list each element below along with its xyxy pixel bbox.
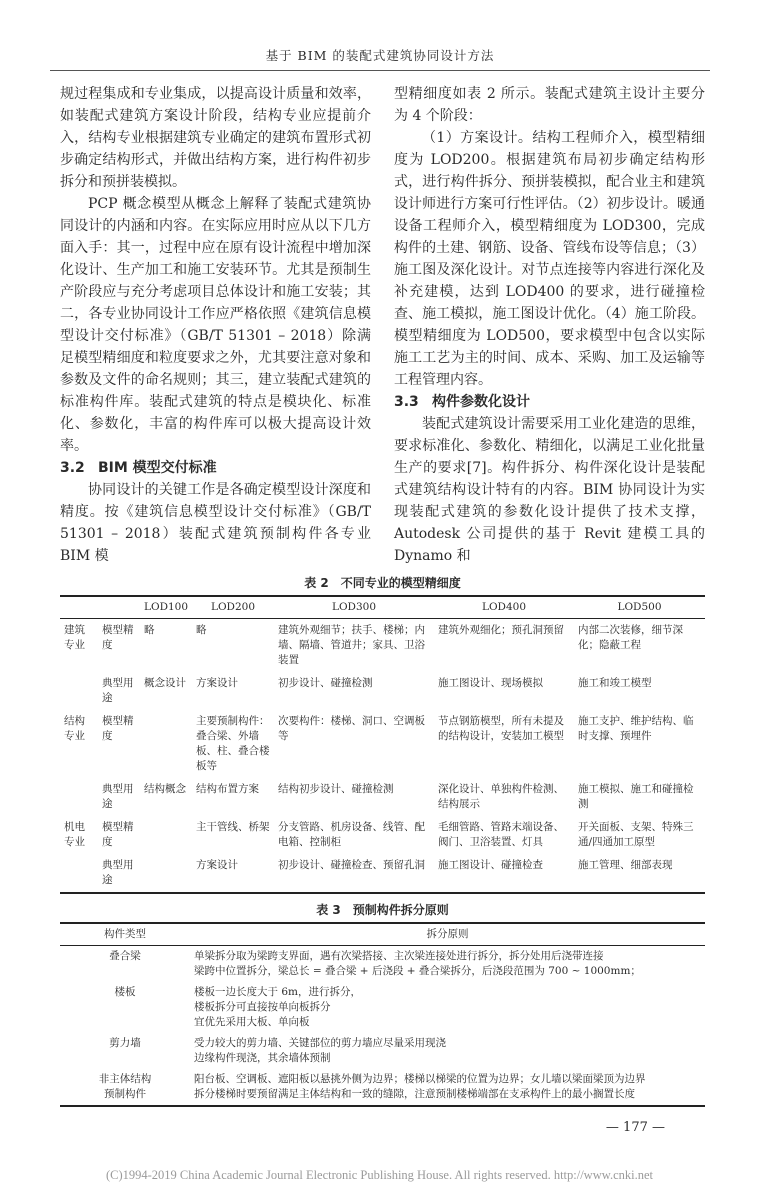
table3-caption: 表 3 预制构件拆分原则	[316, 903, 449, 917]
table-row	[60, 982, 705, 1033]
table-cell: 毛细管路、管路末端设备、阀门、卫浴装置、灯具	[438, 821, 564, 848]
body-columns	[60, 83, 705, 567]
table-cell: 开关面板、支架、特殊三通/四通加工原型	[578, 821, 694, 848]
column-header: LOD400	[434, 596, 574, 619]
table-cell: 主干管线、桥架	[196, 821, 270, 833]
table-cell	[60, 778, 98, 816]
section-title: 构件参数化设计	[432, 394, 530, 410]
paragraph: （1）方案设计。结构工程师介入，模型精细度为 LOD200。根据建筑布局初步确定结构形式，进行构件拆分、预拼装模拟，配合业主和建筑设计师进行方案可行性评估。（2）初步设计。暖通设备工程师介入，模型精细度为 LOD300，完成构件的土建、钢筋、设备、管线布设等信息；（3）施工图及深化设计。对节点连接等内容进行深化及补充建模，达到 LOD400 的要求，进行碰撞检查、施工模拟，施工图设计优化。（4）施工阶段。模型精细度为 LOD500，要求模型中包含以实际施工工艺为主的时间、成本、采购、加工及运输等工程管理内容。	[394, 130, 705, 388]
table-cell: 结构概念	[144, 783, 186, 795]
table-cell: 初步设计、碰撞检测	[278, 677, 373, 689]
table-cell: 次要构件：楼梯、洞口、空调板等	[278, 715, 425, 742]
table-cell: 叠合梁	[109, 950, 141, 962]
table-row	[60, 1069, 705, 1106]
section-heading-3-3	[394, 391, 705, 413]
table-cell	[140, 854, 192, 893]
table3-split-principles	[60, 922, 705, 1107]
copyright-notice: (C)1994-2019 China Academic Journal Electronic Publishing House. All rights reserved. http://www.cnki.net	[105, 1168, 653, 1182]
section-number: 3.2	[60, 460, 85, 476]
column-header	[60, 596, 98, 619]
table-cell: 结构布置方案	[196, 783, 259, 795]
column-header: 构件类型	[60, 923, 190, 946]
table-cell: 施工图设计、现场模拟	[438, 677, 543, 689]
table-cell: 单梁拆分取为梁跨支界面，遇有次梁搭接、主次梁连接处进行拆分，拆分处用后浇带连接 梁跨中位置拆分，梁总长 = 叠合梁 + 后浇段 + 叠合梁拆分，后浇段范围为 700 ~ 1000mm；	[194, 950, 641, 977]
column-header: LOD500	[574, 596, 705, 619]
table-row	[60, 816, 705, 854]
table-cell: 建筑专业	[64, 624, 85, 651]
left-column	[60, 83, 371, 567]
right-column	[394, 83, 705, 567]
table-cell: 略	[196, 624, 207, 636]
table-cell: 略	[144, 624, 155, 636]
table-row	[60, 778, 705, 816]
table-cell: 深化设计、单独构件检测、结构展示	[438, 783, 564, 810]
table2-lod	[60, 595, 705, 894]
paragraph: 型精细度如表 2 所示。装配式建筑主设计主要分为 4 个阶段：	[394, 86, 705, 124]
table-cell: 结构初步设计、碰撞检测	[278, 783, 394, 795]
table-cell: 阳台板、空调板、遮阳板以悬挑外侧为边界；楼梯以梯梁的位置为边界；女儿墙以梁面梁顶为边界 拆分楼梯时要预留满足主体结构和一致的缝隙，注意预制楼梯端部在支承构件上的最小搁置长度	[194, 1073, 646, 1100]
table-cell: 主要预制构件：叠合梁、外墙板、柱、叠合楼板等	[196, 715, 270, 772]
paragraph: 协同设计的关键工作是各确定模型设计深度和精度。按《建筑信息模型设计交付标准》（GB/T 51301 – 2018）装配式建筑预制构件各专业 BIM 模	[60, 482, 371, 564]
table-cell	[60, 672, 98, 710]
table-cell: 施工和竣工模型	[578, 677, 652, 689]
table-cell: 初步设计、碰撞检查、预留孔洞	[278, 859, 425, 871]
column-header: LOD100	[140, 596, 192, 619]
section-number: 3.3	[394, 394, 419, 410]
column-header: 拆分原则	[190, 923, 705, 946]
table-row	[60, 854, 705, 893]
table-cell: 方案设计	[196, 859, 238, 871]
running-head: 基于 BIM 的装配式建筑协同设计方法	[265, 48, 495, 63]
table-cell: 模型精度	[102, 715, 134, 742]
table-cell: 典型用途	[102, 783, 134, 810]
table-cell: 典型用途	[102, 677, 134, 704]
table-cell: 结构专业	[64, 715, 85, 742]
table-cell: 非主体结构 预制构件	[98, 1073, 152, 1100]
table-cell: 受力较大的剪力墙、关键部位的剪力墙应尽量采用现浇 边缘构件现浇，其余墙体预制	[194, 1037, 446, 1064]
table-row	[60, 710, 705, 778]
table-cell: 楼板	[114, 986, 136, 998]
table-cell: 内部二次装修，细节深化；隐蔽工程	[578, 624, 683, 651]
table-cell	[60, 854, 98, 893]
paragraph: PCP 概念模型从概念上解释了装配式建筑协同设计的内涵和内容。在实际应用时应从以下几方面入手：其一，过程中应在原有设计流程中增加深化设计、生产加工和施工安装环节。尤其是预制生产阶段应与充分考虑项目总体设计和施工安装；其二，各专业协同设计工作应严格依照《建筑信息模型设计交付标准》（GB/T 51301 – 2018）除满足模型精细度和粒度要求之外，尤其要注意对象和参数及文件的命名规则；其三，建立装配式建筑的标准构件库。装配式建筑的特点是模块化、标准化、参数化，丰富的构件库可以极大提高设计效率。	[60, 196, 371, 454]
table-cell: 典型用途	[102, 859, 134, 886]
table-cell: 建筑外观细节；扶手、楼梯；内墙、隔墙、管道井；家具、卫浴装置	[278, 624, 425, 666]
table-row	[60, 946, 705, 983]
table-row	[60, 672, 705, 710]
header-rule	[50, 70, 710, 71]
table-cell: 楼板一边长度大于 6m，进行拆分， 楼板拆分可直接按单向板拆分 宜优先采用大板、单向板	[194, 986, 361, 1028]
table-row	[60, 619, 705, 673]
table-cell: 节点钢筋模型，所有未提及的结构设计，安装加工模型	[438, 715, 564, 742]
table-cell: 剪力墙	[109, 1037, 141, 1049]
table-cell: 施工支护、维护结构、临时支撑、预埋件	[578, 715, 694, 742]
table-cell	[140, 816, 192, 854]
table-cell	[140, 710, 192, 778]
section-title: BIM 模型交付标准	[98, 460, 217, 476]
table-cell: 模型精度	[102, 624, 134, 651]
page-number: — 177 —	[605, 1120, 665, 1135]
table-row	[60, 1033, 705, 1069]
table-cell: 机电专业	[64, 821, 85, 848]
table-cell: 分支管路、机房设备、线管、配电箱、控制柜	[278, 821, 425, 848]
column-header: LOD300	[274, 596, 434, 619]
column-header	[98, 596, 140, 619]
column-header: LOD200	[192, 596, 274, 619]
paragraph: 装配式建筑设计需要采用工业化建造的思维，要求标准化、参数化、精细化，以满足工业化批量生产的要求[7]。构件拆分、构件深化设计是装配式建筑结构设计特有的内容。BIM 协同设计为实现装配式建筑的参数化设计提供了技术支撑，Autodesk 公司提供的基于 Revit 建模工具的 Dynamo 和	[394, 416, 705, 564]
table-cell: 施工图设计、碰撞检查	[438, 859, 543, 871]
table-cell: 施工管理、细部表现	[578, 859, 673, 871]
table-cell: 方案设计	[196, 677, 238, 689]
paragraph: 规过程集成和专业集成，以提高设计质量和效率，如装配式建筑方案设计阶段，结构专业应提前介入，结构专业根据建筑专业确定的建筑布置形式初步确定结构形式，并做出结构方案，进行构件初步拆分和预拼装模拟。	[60, 86, 371, 190]
table-cell: 施工模拟、施工和碰撞检测	[578, 783, 694, 810]
table-cell: 概念设计	[144, 677, 186, 689]
table-cell: 建筑外观细化；预孔洞预留	[438, 624, 564, 636]
section-heading-3-2	[60, 457, 371, 479]
table-cell: 模型精度	[102, 821, 134, 848]
table2-caption: 表 2 不同专业的模型精细度	[304, 576, 461, 590]
